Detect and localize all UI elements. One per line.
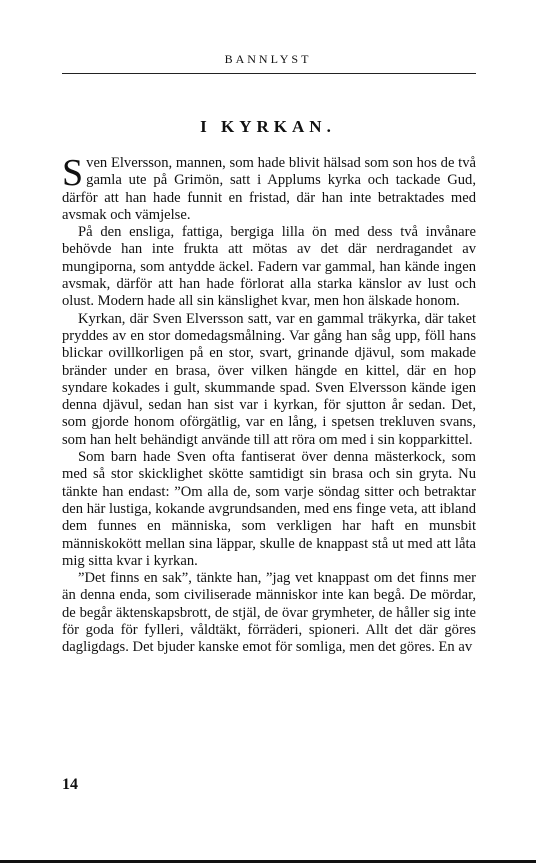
paragraph-5: ”Det finns en sak”, tänkte han, ”jag vet knappast om det finns mer än denna enda, som civiliserade människor inte kan begå. De mördar, de begår äktenskapsbrott, de stjäl, de övar grymheter, de håller sig inte för goda för fylleri, våldtäkt, förräderi, spioneri. Allt det där göres dagligdags. Det bjuder kanske emot för somliga, men det göres. En av [62, 570, 476, 656]
paragraph-4: Som barn hade Sven ofta fantiserat över denna mästerkock, som med så stor skicklighet skötte samtidigt sin brasa och sin gryta. Nu tänkte han endast: ”Om alla de, som varje söndag sitter och betraktar den här lustiga, kokande avgrundsanden, med ens finge veta, att ibland dem funnes en människa, som verkligen har haft en munsbit människokött mellan sina läppar, skulle de knappast stå ut med att låta mig sitta kvar i kyrkan. [62, 449, 476, 569]
paragraph-1-text: ven Elversson, mannen, som hade blivit hälsad som son hos de två gamla ute på Grimön, satt i Applums kyrka och tackade Gud, därför att han hade funnit en fristad, där han inte betraktades med avsmak och vämjelse. [62, 155, 476, 223]
drop-cap: S [62, 152, 84, 194]
page-number: 14 [62, 776, 78, 793]
paragraph-1 [62, 152, 476, 224]
paragraph-2: På den ensliga, fattiga, bergiga lilla ön med dess två invånare behövde han inte frukta att mötas av det där nerdragandet av mungiporna, som antydde äckel. Fadern var gammal, han kände ingen avsmak, därför att han hade förlorat alla starka känslor av lust och olust. Modern hade all sin känslighet kvar, men hon älskade honom. [62, 224, 476, 310]
page-bottom-edge [0, 860, 536, 863]
chapter-title: I KYRKAN. [200, 117, 336, 136]
running-head: BANNLYST [224, 52, 312, 66]
header-divider [62, 73, 476, 74]
body-text [62, 152, 476, 657]
paragraph-3: Kyrkan, där Sven Elversson satt, var en gammal träkyrka, där taket pryddes av en stor domedagsmålning. Var gång han såg upp, föll hans blickar ovillkorligen på en stor, svart, grinande djävul, som makade bränder under en brasa, över vilken hängde en kittel, där en hop syndare kokades i gult, skummande spad. Sven Elversson kände igen denna djävul, sedan han sist var i kyrkan, för sjutton år sedan. Det, som gjorde honom oförgätlig, var en lång, i spetsen trekluven svans, som han helt behändigt använde till att röra om med i sin kopparkittel. [62, 310, 476, 448]
